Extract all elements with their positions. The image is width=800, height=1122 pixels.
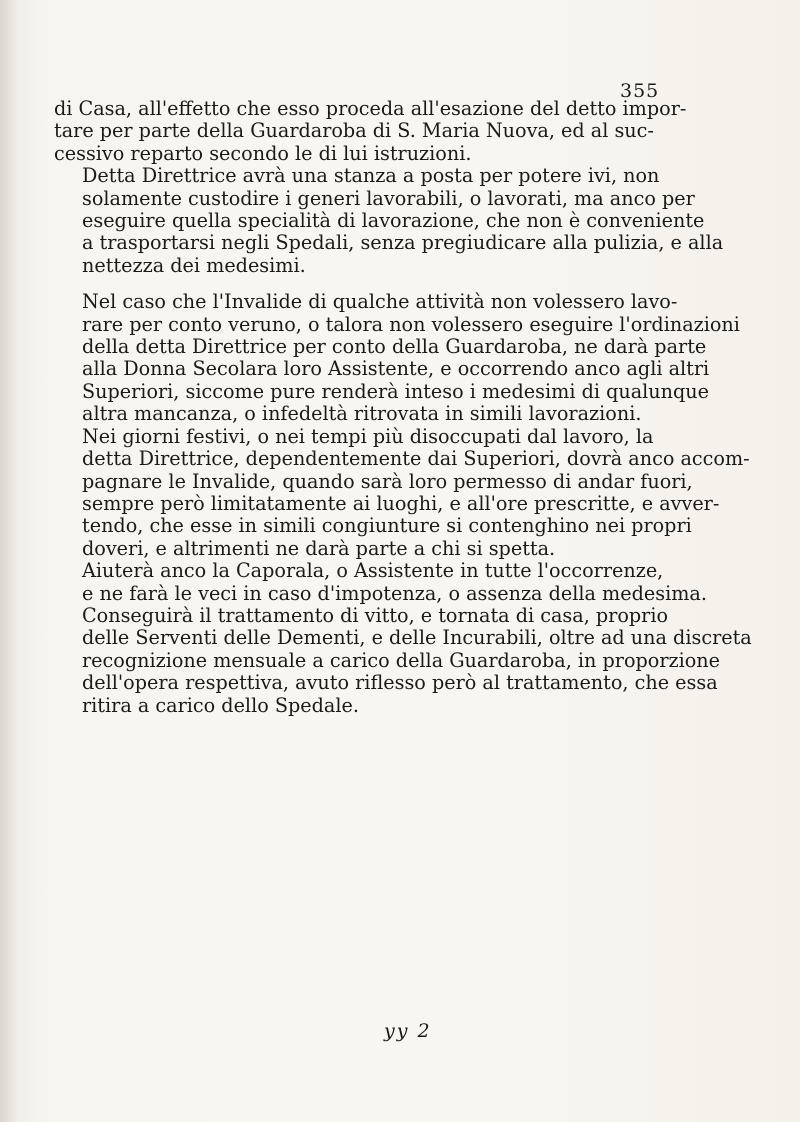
text-line: solamente custodire i generi lavorabili, o lavorati, ma anco per <box>82 186 695 210</box>
text-line: pagnare le Invalide, quando sarà loro permesso di andar fuori, <box>82 469 693 493</box>
text-line: Nel caso che l'Invalide di qualche attività non volessero lavo- <box>82 290 678 314</box>
paragraph-6 <box>54 605 758 717</box>
text-line: Superiori, siccome pure renderà inteso i medesimi di qualunque <box>82 379 710 403</box>
text-line: della detta Direttrice per conto della Guardaroba, ne darà parte <box>82 335 707 359</box>
text-line: tare per parte della Guardaroba di S. Maria Nuova, ed al suc- <box>54 119 654 143</box>
text-line: alla Donna Secolara loro Assistente, e occorrendo anco agli altri <box>82 357 710 381</box>
paragraph-3 <box>54 291 758 425</box>
text-line: Conseguirà il trattamento di vitto, e tornata di casa, proprio <box>82 603 669 627</box>
page-edge-shadow <box>0 0 18 1122</box>
text-line: Nei giorni festivi, o nei tempi più disoccupati dal lavoro, la <box>82 424 654 448</box>
text-line: doveri, e altrimenti ne darà parte a chi si spetta. <box>82 536 556 560</box>
text-line: eseguire quella specialità di lavorazione, che non è conveniente <box>82 209 705 233</box>
body-text <box>54 98 758 717</box>
text-line: cessivo reparto secondo le di lui istruzioni. <box>54 141 472 165</box>
text-line: rare per conto veruno, o talora non volessero eseguire l'ordinazioni <box>82 312 740 336</box>
text-line: e ne farà le veci in caso d'impotenza, o assenza della medesima. <box>82 581 707 605</box>
text-line: Aiuterà anco la Caporala, o Assistente in tutte l'occorrenze, <box>82 559 664 583</box>
text-line: Detta Direttrice avrà una stanza a posta per potere ivi, non <box>82 164 660 188</box>
text-line: detta Direttrice, dependentemente dai Superiori, dovrà anco accom- <box>82 447 750 471</box>
paragraph-2 <box>54 165 758 277</box>
text-line: ritira a carico dello Spedale. <box>82 693 359 717</box>
text-line: recognizione mensuale a carico della Guardaroba, in proporzione <box>82 648 721 672</box>
text-line: sempre però limitatamente ai luoghi, e all'ore prescritte, e avver- <box>82 491 720 515</box>
page-number: 355 <box>620 80 660 102</box>
text-line: nettezza dei medesimi. <box>82 253 306 277</box>
text-line: dell'opera respettiva, avuto riflesso però al trattamento, che essa <box>82 671 718 695</box>
text-line: delle Serventi delle Dementi, e delle Incurabili, oltre ad una discreta <box>82 626 752 650</box>
paragraph-1 <box>54 98 758 165</box>
text-line: di Casa, all'effetto che esso proceda all'esazione del detto impor- <box>54 97 687 120</box>
text-line: altra mancanza, o infedeltà ritrovata in simili lavorazioni. <box>82 402 642 426</box>
paragraph-4 <box>54 426 758 560</box>
signature-mark: yy 2 <box>384 1020 432 1042</box>
text-line: a trasportarsi negli Spedali, senza pregiudicare alla pulizia, e alla <box>82 231 724 255</box>
text-line: tendo, che esse in simili congiunture si contenghino nei propri <box>82 514 692 538</box>
paragraph-5 <box>54 560 758 605</box>
